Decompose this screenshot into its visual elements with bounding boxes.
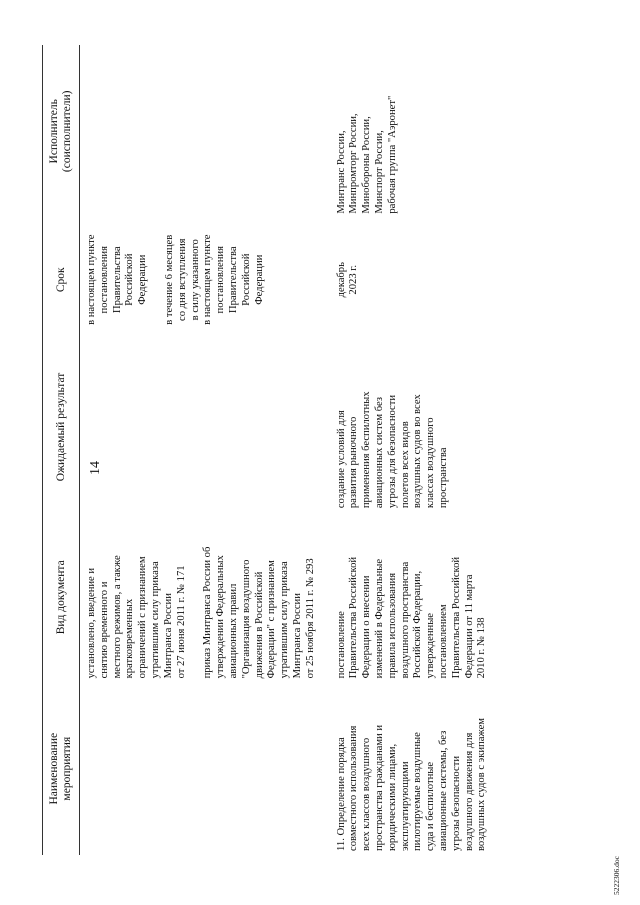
page-number: 14 <box>88 461 103 475</box>
cell-name-empty <box>80 682 324 855</box>
deadline-text-a: в настоящем пункте постановления Правительства Российской Федерации <box>86 234 149 325</box>
item-11-doc-type: постановление Правительства Российской Федерации о внесении изменений в Федеральные правила использования воздушного пространства Российской Федерации, утвержденные постановлением Правительства Российской Федерации от 11 марта 2010 г. № 138 <box>335 556 488 679</box>
header-name: Наименование мероприятия <box>43 682 80 855</box>
cell-doc-type <box>80 512 324 682</box>
item-11-deadline: декабрь 2023 г. <box>335 262 360 298</box>
cell-deadline <box>80 218 324 342</box>
activities-table <box>42 45 492 855</box>
cell-result-empty <box>80 342 324 512</box>
item-11-name: 11. Определение порядка совместного использования всех классов воздушного пространства гражданами и юридическими лицами, эксплуатирующими пилотируемые воздушные суда и беспилотные авиационные системы, без угрозы безопасности воздушного движения для воздушных судов с экипажем <box>335 718 488 851</box>
item-11-result: создание условий для развития рыночного применения беспилотных авиационных систем без угрозы для безопасности полетов всех видов воздушных судов во всех классах воздушного пространства <box>335 391 449 509</box>
cell-executor-empty <box>80 45 324 218</box>
header-executor: Исполнитель (соисполнители) <box>43 45 80 218</box>
header-result: Ожидаемый результат <box>43 342 80 512</box>
deadline-text-b: в течение 6 месяцев со дня вступления в силу указанного в настоящем пункте постановления Правительства Российской Федерации <box>163 234 265 325</box>
table-row-item-11 <box>324 45 493 855</box>
header-doc-type: Вид документа <box>43 512 80 682</box>
table-header-row <box>43 45 80 855</box>
doc-type-text-a: установлено, введение и снятию временного и местного режимов, а также кратковременных ограничений с признанием утратившим силу приказа Минтранса России от 27 июня 2011 г. № 171 <box>86 555 187 679</box>
table-row-continuation <box>80 45 324 855</box>
doc-type-text-b: приказ Минтранса России об утверждении Федеральных авиационных правил "Организация воздушного движения в Российской Федерации" с признанием утратившим силу приказа Минтранса России от 25 ноября 2011 г. № 293 <box>202 546 316 679</box>
item-11-executor: Минтранс России, Минпромторг России, Минобороны России, Минспорт России, рабочая группа "Аэронет" <box>335 95 398 214</box>
file-reference: 5222306.doc <box>612 856 621 895</box>
header-deadline: Срок <box>43 218 80 342</box>
